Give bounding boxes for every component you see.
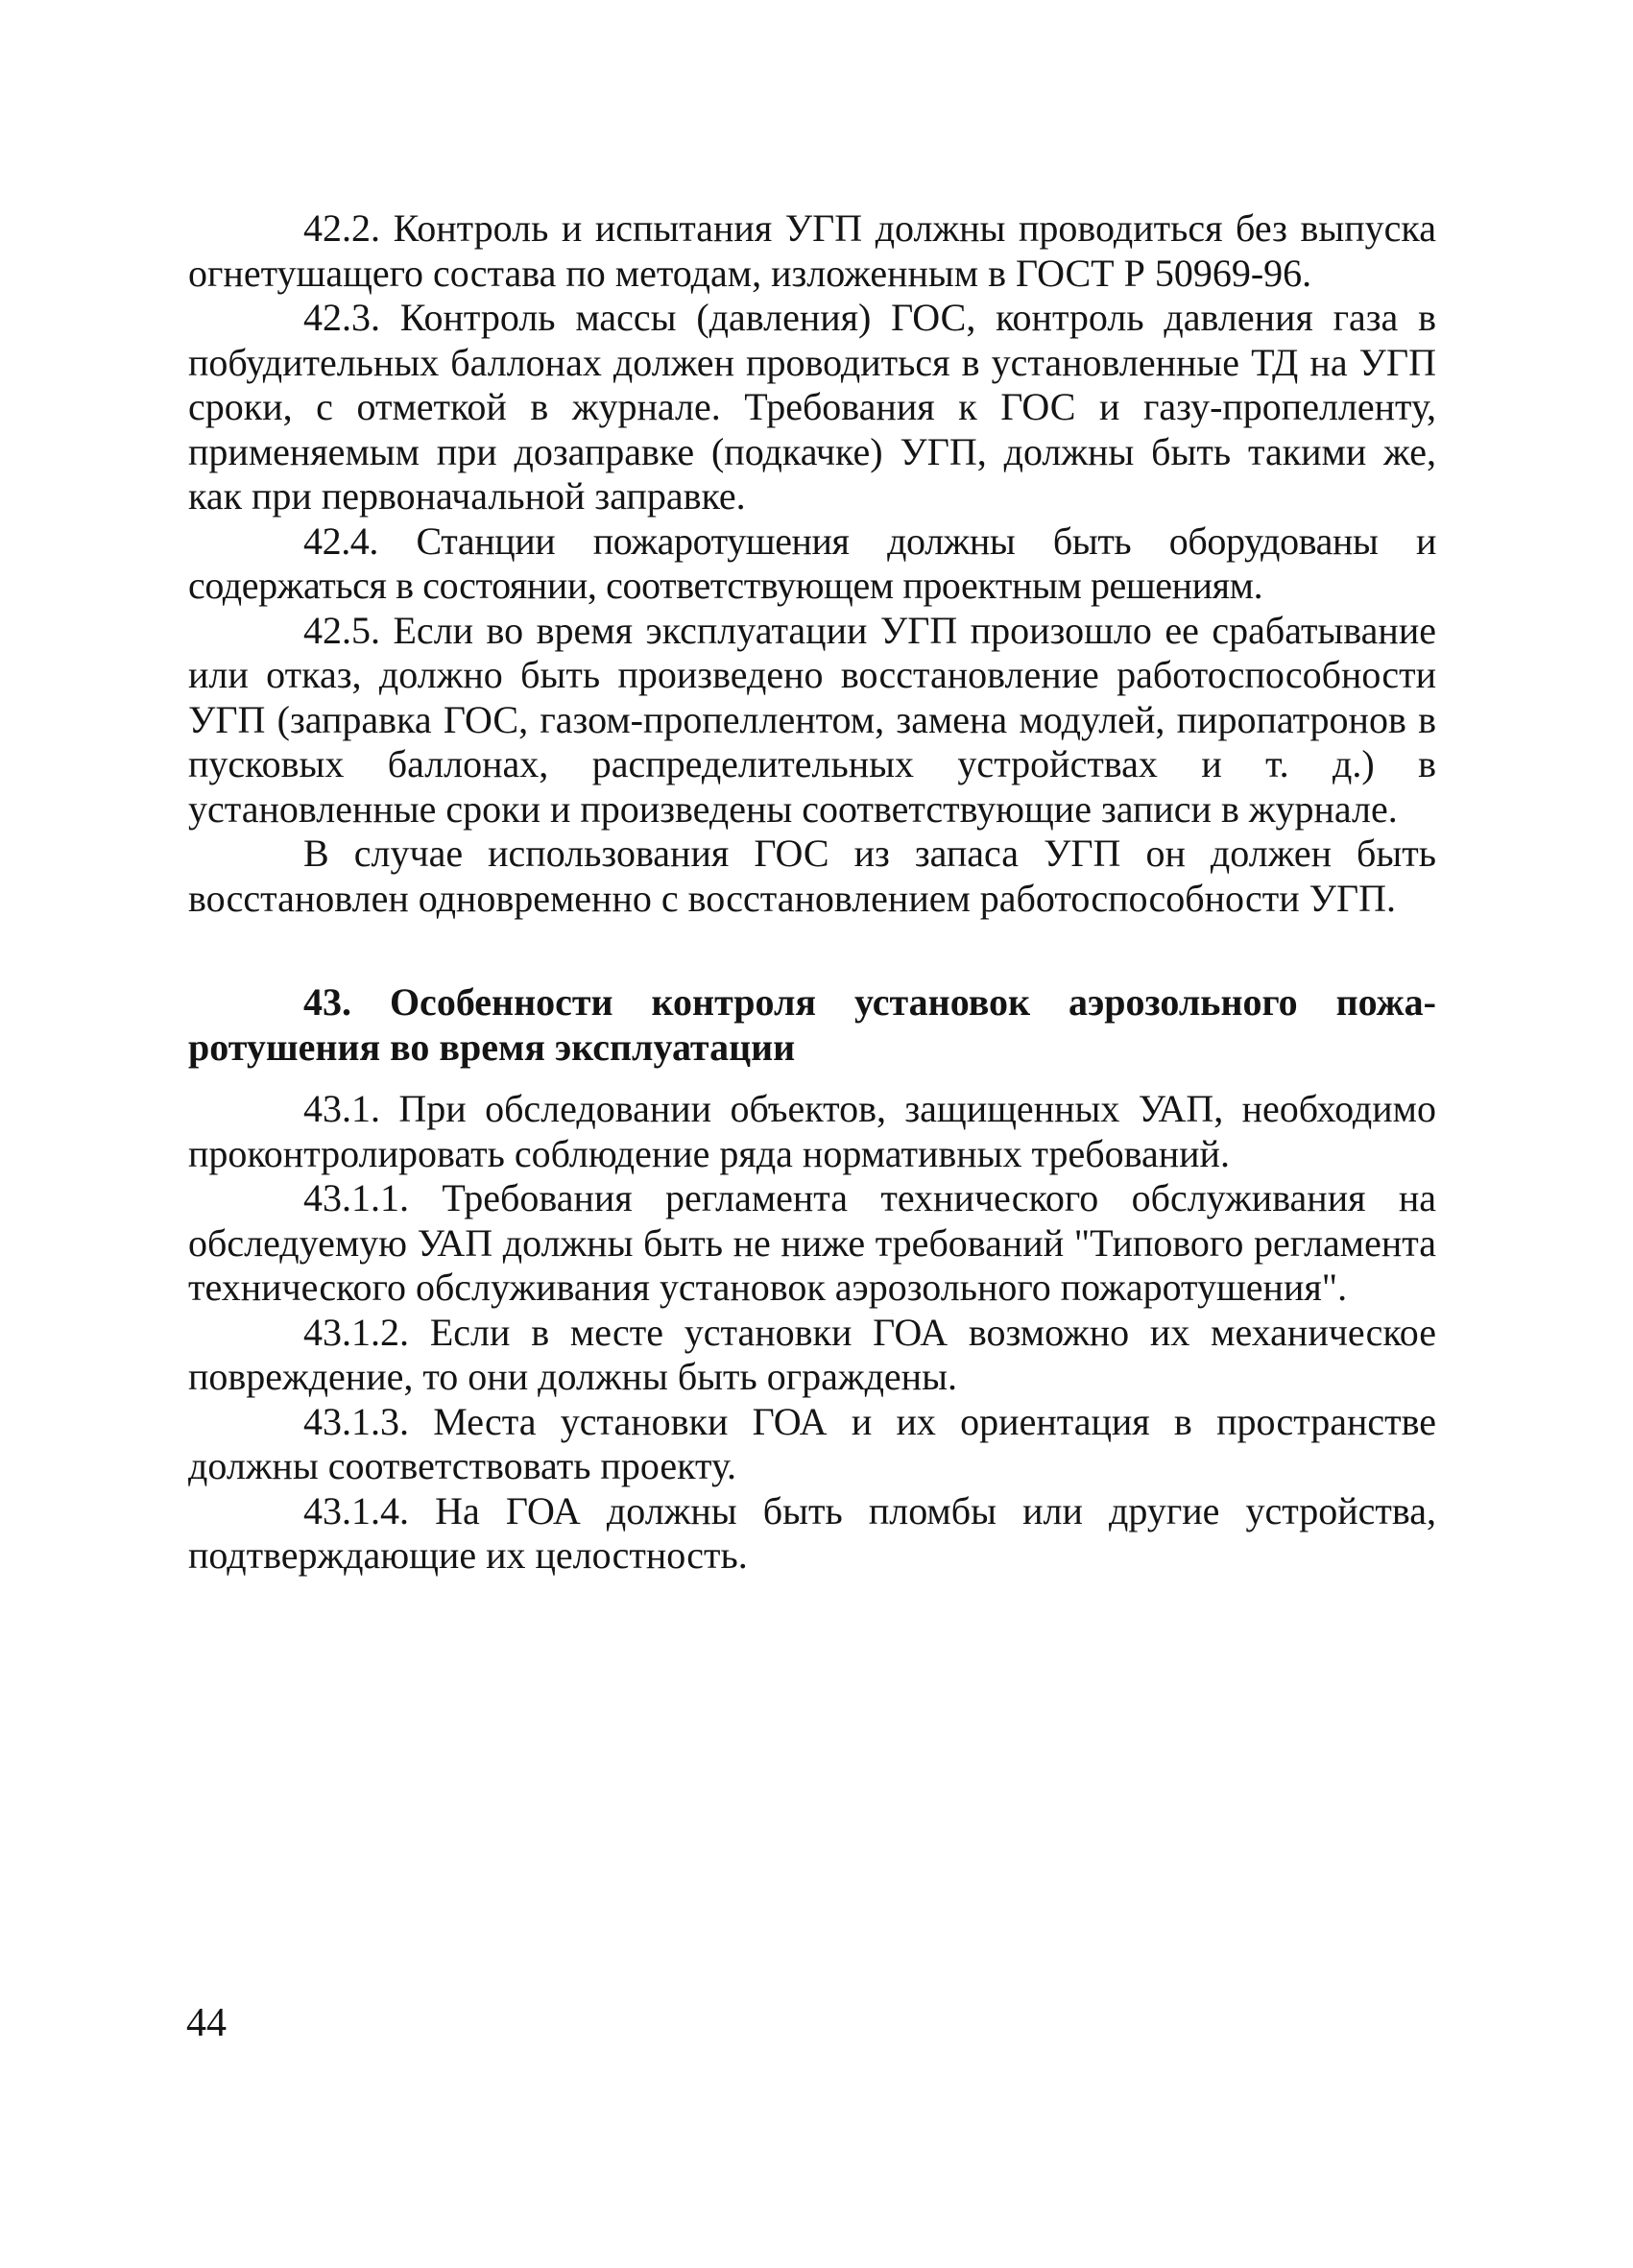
paragraph-43-1-3: 43.1.3. Места установки ГОА и их ориентация в пространстве должны соответствовать проекту. <box>188 1399 1436 1487</box>
paragraph-42-4: 42.4. Станции пожаротушения должны быть оборудованы и содержаться в состоянии, соответствующем проектным решениям. <box>188 519 1436 607</box>
paragraph-43-1: 43.1. При обследовании объектов, защищенных УАП, необходимо проконтролировать соблюдение ряда нормативных требований. <box>188 1087 1436 1175</box>
page-number: 44 <box>186 2001 227 2045</box>
document-page <box>188 206 1436 1579</box>
paragraph-43-1-2: 43.1.2. Если в месте установки ГОА возможно их механическое повреждение, то они должны быть ограждены. <box>188 1310 1436 1398</box>
section-spacer <box>188 921 1436 980</box>
paragraph-42-5: 42.5. Если во время эксплуатации УГП произошло ее срабатывание или отказ, должно быть произведено восстановление работоспособности УГП (заправка ГОС, газом-пропеллентом, замена модулей, пиропатронов в пусковых баллонах, распределительных устройствах и т. д.) в установленные сроки и произведены соответствующие записи в журнале. <box>188 608 1436 831</box>
paragraph-gos-reserve: В случае использования ГОС из запаса УГП он должен быть восстановлен одновременно с восстановлением работоспособности УГП. <box>188 832 1436 920</box>
paragraph-42-3: 42.3. Контроль массы (давления) ГОС, контроль давления газа в побудительных баллонах должен проводиться в установленные ТД на УГП сроки, с отметкой в журнале. Требования к ГОС и газу-пропелленту, применяемым при дозаправке (подкачке) УГП, должны быть такими же, как при первоначальной заправке. <box>188 296 1436 518</box>
section-heading-43: 43. Особенности контроля установок аэрозольного пожаротушения во время эксплуатации <box>188 980 1436 1069</box>
paragraph-43-1-1: 43.1.1. Требования регламента технического обслуживания на обследуемую УАП должны быть не ниже требований "Типового регламента технического обслуживания установок аэрозольного пожаротушения". <box>188 1176 1436 1309</box>
paragraph-43-1-4: 43.1.4. На ГОА должны быть пломбы или другие устройства, подтверждающие их целостность. <box>188 1488 1436 1577</box>
paragraph-42-2: 42.2. Контроль и испытания УГП должны проводиться без выпуска огнетушащего состава по методам, изложенным в ГОСТ Р 50969-96. <box>188 206 1436 295</box>
